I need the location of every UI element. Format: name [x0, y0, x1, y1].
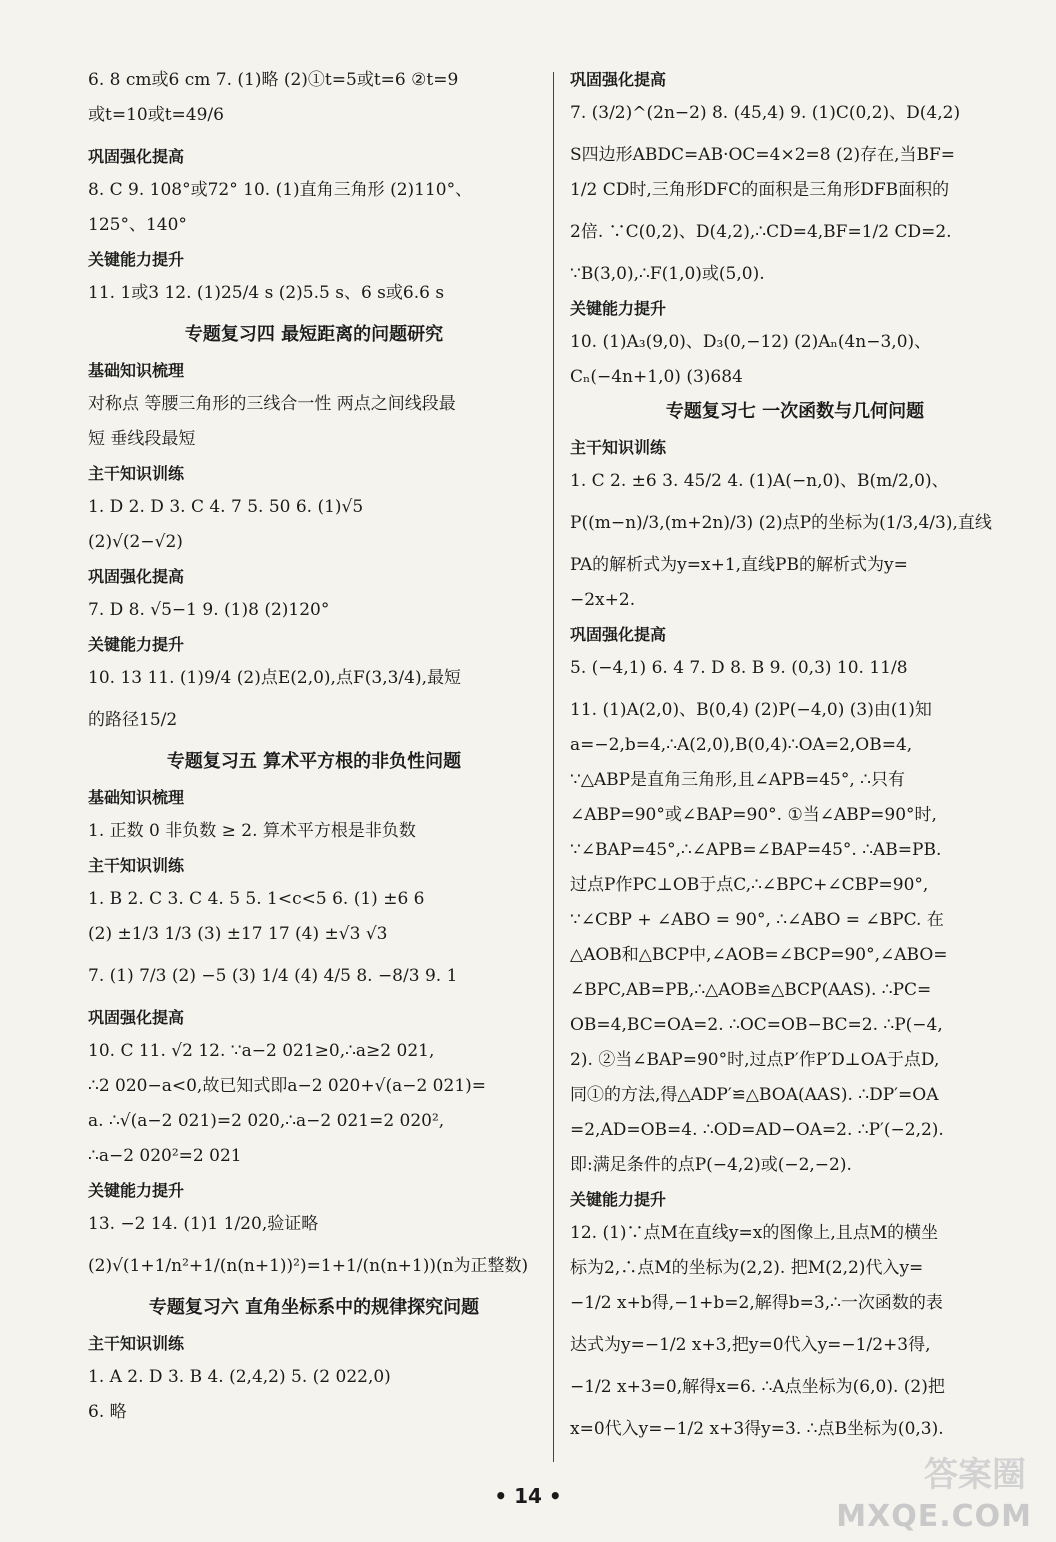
answer-line: 10. 13 11. (1)9/4 (2)点E(2,0),点F(3,3/4),最短	[88, 668, 461, 688]
answer-line: △AOB和△BCP中,∠AOB=∠BCP=90°,∠ABO=	[570, 945, 948, 965]
watermark-logo: 答案圈	[924, 1455, 1026, 1495]
answer-line: ∵B(3,0),∴F(1,0)或(5,0).	[570, 264, 765, 284]
answer-line: 或t=10或t=49/6	[88, 105, 224, 125]
answer-line: 1. C 2. ±6 3. 45/2 4. (1)A(−n,0)、B(m/2,0)、	[570, 471, 949, 491]
answer-line: 10. (1)A₃(9,0)、D₃(0,−12) (2)Aₙ(4n−3,0)、	[570, 332, 932, 352]
section-heading: 关键能力提升	[88, 1181, 185, 1200]
section-heading: 巩固强化提高	[88, 567, 185, 586]
section-heading: 主干知识训练	[88, 856, 185, 875]
section-heading: 关键能力提升	[570, 1190, 667, 1209]
answer-line: Cₙ(−4n+1,0) (3)684	[570, 367, 743, 387]
answer-line: 1. A 2. D 3. B 4. (2,4,2) 5. (2 022,0)	[88, 1367, 391, 1387]
answer-line: =2,AD=OB=4. ∴OD=AD−OA=2. ∴P′(−2,2).	[570, 1120, 944, 1140]
answer-line: ∵△ABP是直角三角形,且∠APB=45°, ∴只有	[570, 770, 905, 790]
answer-line: ∵∠CBP + ∠ABO = 90°, ∴∠ABO = ∠BPC. 在	[570, 910, 944, 930]
answer-line: 7. (1) 7/3 (2) −5 (3) 1/4 (4) 4/5 8. −8/3 9. 1	[88, 966, 458, 986]
section-heading: 主干知识训练	[88, 1334, 185, 1353]
section-heading: 关键能力提升	[570, 299, 667, 318]
page-number: • 14 •	[494, 1484, 562, 1508]
answer-line: 10. C 11. √2 12. ∵a−2 021≥0,∴a≥2 021,	[88, 1041, 435, 1061]
section-heading: 巩固强化提高	[570, 70, 667, 89]
answer-line: 11. 1或3 12. (1)25/4 s (2)5.5 s、6 s或6.6 s	[88, 283, 445, 303]
answer-line: (2) ±1/3 1/3 (3) ±17 17 (4) ±√3 √3	[88, 924, 388, 944]
answer-line: x=0代入y=−1/2 x+3得y=3. ∴点B坐标为(0,3).	[570, 1419, 944, 1439]
answer-line: 7. (3/2)^(2n−2) 8. (45,4) 9. (1)C(0,2)、D(4,2)	[570, 103, 961, 123]
answer-line: −1/2 x+3=0,解得x=6. ∴A点坐标为(6,0). (2)把	[570, 1377, 945, 1397]
answer-line: 标为2,∴点M的坐标为(2,2). 把M(2,2)代入y=	[570, 1258, 924, 1278]
answer-line: 1. B 2. C 3. C 4. 5 5. 1<c<5 6. (1) ±6 6	[88, 889, 425, 909]
answer-line: ∵∠BAP=45°,∴∠APB=∠BAP=45°. ∴AB=PB.	[570, 840, 942, 860]
left-column	[88, 70, 540, 1437]
answer-line: 5. (−4,1) 6. 4 7. D 8. B 9. (0,3) 10. 11/8	[570, 658, 908, 678]
answer-line: ∠ABP=90°或∠BAP=90°. ①当∠ABP=90°时,	[570, 805, 937, 825]
topic-title: 专题复习六 直角坐标系中的规律探究问题	[148, 1297, 480, 1318]
answer-line: 13. −2 14. (1)1 1/20,验证略	[88, 1214, 319, 1234]
section-heading: 关键能力提升	[88, 635, 185, 654]
answer-line: 的路径15/2	[88, 710, 178, 730]
answer-line: S四边形ABDC=AB·OC=4×2=8 (2)存在,当BF=	[570, 145, 956, 165]
section-heading: 关键能力提升	[88, 250, 185, 269]
answer-line: −1/2 x+b得,−1+b=2,解得b=3,∴一次函数的表	[570, 1293, 943, 1313]
answer-line: 11. (1)A(2,0)、B(0,4) (2)P(−4,0) (3)由(1)知	[570, 700, 932, 720]
answer-line: 6. 8 cm或6 cm 7. (1)略 (2)①t=5或t=6 ②t=9	[88, 70, 459, 90]
answer-line: 6. 略	[88, 1402, 127, 1422]
answer-line: −2x+2.	[570, 590, 636, 610]
answer-line: P((m−n)/3,(m+2n)/3) (2)点P的坐标为(1/3,4/3),直线	[570, 513, 992, 533]
answer-line: (2)√(2−√2)	[88, 532, 183, 552]
answer-line: a. ∴√(a−2 021)=2 020,∴a−2 021=2 020²,	[88, 1111, 445, 1131]
answer-line: a=−2,b=4,∴A(2,0),B(0,4)∴OA=2,OB=4,	[570, 735, 913, 755]
answer-line: 2). ②当∠BAP=90°时,过点P′作P′D⊥OA于点D,	[570, 1050, 940, 1070]
section-heading: 基础知识梳理	[88, 361, 185, 380]
watermark-text: MXQE.COM	[836, 1499, 1032, 1534]
section-heading: 主干知识训练	[88, 464, 185, 483]
answer-line: 1. 正数 0 非负数 ≥ 2. 算术平方根是非负数	[88, 821, 416, 841]
answer-line: 对称点 等腰三角形的三线合一性 两点之间线段最	[88, 394, 456, 414]
topic-title: 专题复习七 一次函数与几何问题	[665, 401, 925, 422]
answer-line: (2)√(1+1/n²+1/(n(n+1))²)=1+1/(n(n+1))(n为正整数)	[88, 1256, 529, 1276]
answer-line: 125°、140°	[88, 215, 187, 235]
answer-line: PA的解析式为y=x+1,直线PB的解析式为y=	[570, 555, 908, 575]
answer-line: OB=4,BC=OA=2. ∴OC=OB−BC=2. ∴P(−4,	[570, 1015, 943, 1035]
section-heading: 巩固强化提高	[570, 625, 667, 644]
topic-title: 专题复习四 最短距离的问题研究	[184, 324, 444, 345]
answer-line: 8. C 9. 108°或72° 10. (1)直角三角形 (2)110°、	[88, 180, 473, 200]
answer-line: ∴a−2 020²=2 021	[88, 1146, 242, 1166]
section-heading: 巩固强化提高	[88, 1008, 185, 1027]
column-divider	[553, 72, 554, 1462]
right-column	[570, 70, 1020, 1461]
section-heading: 主干知识训练	[570, 438, 667, 457]
answer-line: 达式为y=−1/2 x+3,把y=0代入y=−1/2+3得,	[570, 1335, 931, 1355]
answer-line: 过点P作PC⊥OB于点C,∴∠BPC+∠CBP=90°,	[570, 875, 929, 895]
answer-line: 同①的方法,得△ADP′≌△BOA(AAS). ∴DP′=OA	[570, 1085, 939, 1105]
answer-line: ∠BPC,AB=PB,∴△AOB≌△BCP(AAS). ∴PC=	[570, 980, 932, 1000]
answer-line: 2倍. ∵C(0,2)、D(4,2),∴CD=4,BF=1/2 CD=2.	[570, 222, 952, 242]
topic-title: 专题复习五 算术平方根的非负性问题	[166, 751, 462, 772]
answer-line: 7. D 8. √5−1 9. (1)8 (2)120°	[88, 600, 330, 620]
answer-line: 12. (1)∵点M在直线y=x的图像上,且点M的横坐	[570, 1223, 939, 1243]
answer-line: ∴2 020−a<0,故已知式即a−2 020+√(a−2 021)=	[88, 1076, 487, 1096]
section-heading: 基础知识梳理	[88, 788, 185, 807]
answer-line: 短 垂线段最短	[88, 429, 196, 449]
answer-line: 1. D 2. D 3. C 4. 7 5. 50 6. (1)√5	[88, 497, 364, 517]
section-heading: 巩固强化提高	[88, 147, 185, 166]
answer-line: 1/2 CD时,三角形DFC的面积是三角形DFB面积的	[570, 180, 950, 200]
answer-line: 即:满足条件的点P(−4,2)或(−2,−2).	[570, 1155, 852, 1175]
